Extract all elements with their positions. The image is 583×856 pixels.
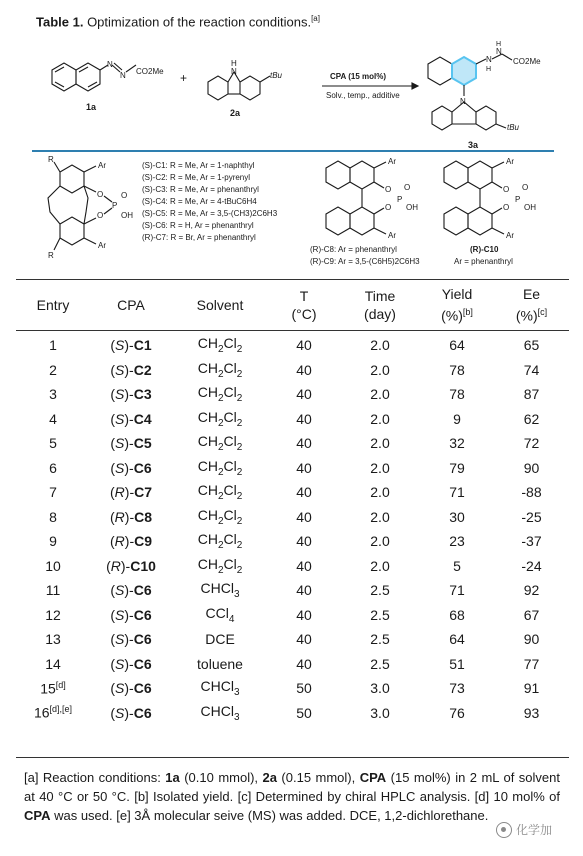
spiro-p: P (112, 201, 118, 210)
cell-ee: -24 (521, 557, 542, 574)
cell-ee: 90 (523, 631, 540, 648)
table-row (16, 480, 569, 505)
table-row (16, 382, 569, 407)
catalyst-c3: (S)-C3: R = Me, Ar = phenanthryl (142, 185, 259, 194)
spiro-o-bottom: O (97, 211, 104, 220)
tbu-2a: tBu (270, 71, 283, 80)
cell-ee: 92 (523, 582, 540, 599)
ester-1a: CO2Me (136, 67, 164, 76)
azo-n1: N (107, 60, 113, 69)
h8-o-bottom: O (503, 203, 510, 212)
cell-cpa: (S)-C5 (110, 435, 152, 452)
cell-yield: 78 (449, 386, 465, 403)
table-row (16, 358, 569, 383)
carbazole-n: N (231, 67, 237, 76)
cell-yield: 32 (449, 435, 465, 452)
cell-ee: 87 (523, 386, 540, 403)
cell-solvent: $CH_2Cl_2$ (197, 408, 243, 429)
cell-entry: 5 (49, 435, 57, 452)
binol-ar-bottom: Ar (388, 231, 396, 240)
cell-ee: 74 (523, 361, 540, 378)
cell-temperature: 40 (296, 484, 312, 501)
caption-label: Table 1. (36, 14, 84, 30)
table-row (16, 431, 569, 456)
results-table (16, 283, 569, 725)
cell-cpa: (S)-C3 (110, 386, 152, 403)
catalyst-c1: (S)-C1: R = Me, Ar = 1-naphthyl (142, 161, 255, 170)
h8-ar-top: Ar (506, 157, 514, 166)
catalyst-c8: (R)-C8: Ar = phenanthryl (310, 245, 397, 254)
cell-ee: 93 (523, 704, 540, 721)
cell-time: 2.0 (370, 337, 390, 354)
cell-time: 2.0 (370, 459, 390, 476)
cell-yield: 23 (449, 533, 465, 550)
cell-time: 2.0 (370, 410, 390, 427)
cell-cpa: (R)-C9 (109, 533, 153, 550)
carbazole-2a (208, 72, 270, 100)
table-body (16, 327, 569, 725)
cell-cpa: (S)-C6 (110, 606, 152, 623)
table-row (16, 603, 569, 628)
table-row (16, 529, 569, 554)
cell-temperature: 40 (296, 410, 312, 427)
cell-cpa: (S)-C4 (110, 410, 152, 427)
h8-binol-catalyst-scaffold (444, 161, 504, 235)
h8-ar-bottom: Ar (506, 231, 514, 240)
cell-ee: 90 (523, 459, 540, 476)
cell-ee: 77 (523, 655, 540, 672)
cell-entry: 7 (49, 484, 57, 501)
cell-cpa: (R)-C7 (109, 484, 153, 501)
cell-time: 2.5 (370, 582, 390, 599)
wechat-logo-icon (496, 822, 512, 838)
table-caption (36, 14, 320, 29)
catalyst-c7: (R)-C7: R = Br, Ar = phenanthryl (142, 233, 256, 242)
cell-entry: 8 (49, 508, 57, 525)
cell-yield: 73 (449, 680, 465, 697)
cell-solvent: CHCl$_3$ (200, 678, 240, 699)
cell-yield: 5 (453, 557, 461, 574)
catalyst-c10-ar: Ar = phenanthryl (454, 257, 513, 266)
cell-time: 2.0 (370, 557, 390, 574)
cell-temperature: 40 (296, 631, 312, 648)
cell-entry: 15[d] (40, 679, 66, 697)
table-header-row (16, 283, 569, 327)
cell-temperature: 40 (296, 606, 312, 623)
table-row (16, 652, 569, 677)
table-row (16, 456, 569, 481)
cell-solvent: $CH_2Cl_2$ (197, 457, 243, 478)
spiro-r-top: R (48, 155, 54, 164)
cell-cpa: (S)-C6 (110, 704, 152, 721)
header-cpa: CPA (117, 297, 145, 313)
cell-time: 3.0 (370, 680, 390, 697)
spiro-o-dbl: O (121, 191, 128, 200)
binol-p: P (397, 195, 403, 204)
cell-temperature: 40 (296, 361, 312, 378)
cell-solvent: DCE (205, 631, 235, 648)
cell-cpa: (S)-C6 (110, 655, 152, 672)
cell-yield: 64 (449, 631, 465, 648)
cell-temperature: 40 (296, 459, 312, 476)
cell-time: 2.0 (370, 386, 390, 403)
cell-temperature: 50 (296, 704, 312, 721)
spiro-ar-top: Ar (98, 161, 106, 170)
header-temperature: T (°C) (291, 288, 317, 322)
cell-yield: 79 (449, 459, 465, 476)
catalyst-c4: (S)-C4: R = Me, Ar = 4-tBuC6H4 (142, 197, 257, 206)
cell-time: 2.0 (370, 533, 390, 550)
cell-time: 2.0 (370, 361, 390, 378)
cell-temperature: 40 (296, 557, 312, 574)
cell-solvent: $CH_2Cl_2$ (197, 335, 243, 356)
cell-entry: 16[d],[e] (33, 704, 73, 722)
cell-yield: 51 (449, 655, 465, 672)
cell-entry: 4 (49, 410, 57, 427)
cell-entry: 2 (49, 361, 57, 378)
caption-text: Optimization of the reaction conditions. (83, 14, 312, 30)
table-figure (8, 8, 575, 848)
cell-yield: 78 (449, 361, 465, 378)
catalyst-list (142, 161, 278, 242)
table-top-rule (16, 279, 569, 280)
cell-cpa: (S)-C6 (110, 582, 152, 599)
ester-3a: CO2Me (513, 57, 541, 66)
binol-o-top: O (385, 185, 392, 194)
spiro-ar-bottom: Ar (98, 241, 106, 250)
cell-entry: 13 (45, 631, 61, 648)
table-bottom-rule (16, 757, 569, 758)
header-time: Time (day) (364, 288, 396, 322)
binol-oh: OH (406, 203, 418, 212)
reaction-scheme (8, 34, 575, 174)
spiro-r-bottom: R (48, 251, 54, 260)
cell-cpa: (S)-C1 (110, 337, 152, 354)
cell-entry: 12 (45, 606, 61, 623)
cell-temperature: 40 (296, 508, 312, 525)
hydrazide-n2: N (496, 47, 502, 56)
header-entry: Entry (36, 297, 70, 313)
cell-ee: 72 (523, 435, 540, 452)
cell-solvent: $CH_2Cl_2$ (197, 531, 243, 552)
watermark (496, 821, 552, 838)
table-row (16, 701, 569, 726)
h8-oh: OH (524, 203, 536, 212)
cell-ee: -88 (521, 484, 542, 501)
product-3a (428, 54, 512, 130)
catalyst-c5: (S)-C5: R = Me, Ar = 3,5-(CH3)2C6H3 (142, 209, 278, 218)
cell-solvent: CHCl$_3$ (200, 702, 240, 723)
cell-ee: 91 (523, 680, 540, 697)
reactant-2a-label: 2a (230, 108, 241, 118)
cell-solvent: toluene (197, 655, 243, 672)
product-n: N (460, 97, 466, 106)
tbu-3a: tBu (507, 123, 520, 132)
header-solvent: Solvent (196, 297, 244, 313)
catalyst-c9: (R)-C9: Ar = 3,5-(C6H5)2C6H3 (310, 257, 420, 266)
cell-time: 2.5 (370, 606, 390, 623)
cell-temperature: 40 (296, 533, 312, 550)
cell-time: 2.0 (370, 435, 390, 452)
cell-yield: 64 (449, 337, 465, 354)
binol-o-dbl: O (404, 183, 411, 192)
cell-entry: 11 (45, 582, 61, 599)
cell-entry: 6 (49, 459, 57, 476)
cell-entry: 1 (49, 337, 57, 354)
h8-o-top: O (503, 185, 510, 194)
cell-solvent: $CH_2Cl_2$ (197, 482, 243, 503)
binol-catalyst-scaffold (326, 161, 386, 235)
table-row (16, 554, 569, 579)
table-row (16, 407, 569, 432)
cell-solvent: CHCl$_3$ (200, 580, 240, 601)
cell-entry: 14 (45, 655, 61, 672)
cell-solvent: $CH_2Cl_2$ (197, 384, 243, 405)
cell-cpa: (S)-C6 (110, 459, 152, 476)
cell-time: 2.0 (370, 508, 390, 525)
cell-temperature: 40 (296, 435, 312, 452)
table-row (16, 676, 569, 701)
cell-solvent: CCl$_4$ (205, 604, 235, 625)
product-3a-label: 3a (468, 140, 479, 150)
hydrazide-n1: N (486, 55, 492, 64)
cell-temperature: 40 (296, 337, 312, 354)
h8-o-dbl: O (522, 183, 529, 192)
cell-time: 2.5 (370, 631, 390, 648)
reactant-1a-label: 1a (86, 102, 97, 112)
hydrazide-h2: H (496, 41, 502, 48)
cell-cpa: (R)-C10 (106, 557, 156, 574)
cell-entry: 3 (49, 386, 57, 403)
catalyst-c6: (S)-C6: R = H, Ar = phenanthryl (142, 221, 254, 230)
cell-cpa: (S)-C6 (110, 631, 152, 648)
cell-time: 2.5 (370, 655, 390, 672)
table-row (16, 578, 569, 603)
cell-ee: 62 (523, 410, 540, 427)
cell-temperature: 40 (296, 655, 312, 672)
arrow-top-text: CPA (15 mol%) (330, 72, 387, 81)
h8-p: P (515, 195, 521, 204)
cell-yield: 68 (449, 606, 465, 623)
catalyst-c2: (S)-C2: R = Me, Ar = 1-pyrenyl (142, 173, 251, 182)
cell-temperature: 50 (296, 680, 312, 697)
table-row (16, 333, 569, 358)
header-yield: Yield (%)[b] (441, 286, 473, 324)
spiro-catalyst-scaffold (48, 162, 112, 250)
table-row (16, 627, 569, 652)
table-row (16, 505, 569, 530)
cell-yield: 76 (449, 704, 465, 721)
plus-sign: + (180, 71, 188, 85)
cell-solvent: $CH_2Cl_2$ (197, 359, 243, 380)
cell-time: 2.0 (370, 484, 390, 501)
cell-ee: 67 (523, 606, 540, 623)
binol-o-bottom: O (385, 203, 392, 212)
cell-cpa: (S)-C2 (110, 361, 152, 378)
cell-solvent: $CH_2Cl_2$ (197, 555, 243, 576)
catalyst-structures (8, 154, 575, 272)
cell-cpa: (R)-C8 (109, 508, 153, 525)
cell-entry: 9 (49, 533, 57, 550)
cell-solvent: $CH_2Cl_2$ (197, 433, 243, 454)
cell-temperature: 40 (296, 386, 312, 403)
cell-yield: 9 (453, 410, 461, 427)
cell-entry: 10 (45, 557, 61, 574)
cell-yield: 30 (449, 508, 465, 525)
table-footnote: [a] Reaction conditions: 1a (0.10 mmol), 2a (0.15 mmol), CPA (15 mol%) in 2 mL of solvent at 40 °C or 50 °C. [b] Isolated yield. [c] Determined by chiral HPLC analysis. [d] 10 mol% of CPA was used. [e] 3Å molecular seive (MS) was added. DCE, 1,2-dichlorethane. (24, 770, 560, 823)
cell-solvent: $CH_2Cl_2$ (197, 506, 243, 527)
catalyst-c10: (R)-C10 (470, 245, 499, 254)
arrow-bottom-text: Solv., temp., additive (326, 91, 400, 100)
cell-yield: 71 (449, 484, 465, 501)
cell-ee: 65 (523, 337, 540, 354)
carbazole-nh: H (231, 59, 237, 68)
watermark-text: 化学加 (516, 823, 553, 837)
header-ee: Ee (%)[c] (515, 286, 548, 324)
cell-temperature: 40 (296, 582, 312, 599)
cell-ee: -37 (521, 533, 542, 550)
hydrazide-h1: H (486, 66, 492, 73)
azo-n2: N (120, 71, 126, 80)
cell-ee: -25 (521, 508, 542, 525)
spiro-oh: OH (121, 211, 133, 220)
scheme-divider (32, 150, 554, 152)
cell-time: 3.0 (370, 704, 390, 721)
cell-yield: 71 (449, 582, 465, 599)
caption-note: [a] (311, 14, 320, 23)
spiro-o-top: O (97, 190, 104, 199)
cell-cpa: (S)-C6 (110, 680, 152, 697)
binol-ar-top: Ar (388, 157, 396, 166)
